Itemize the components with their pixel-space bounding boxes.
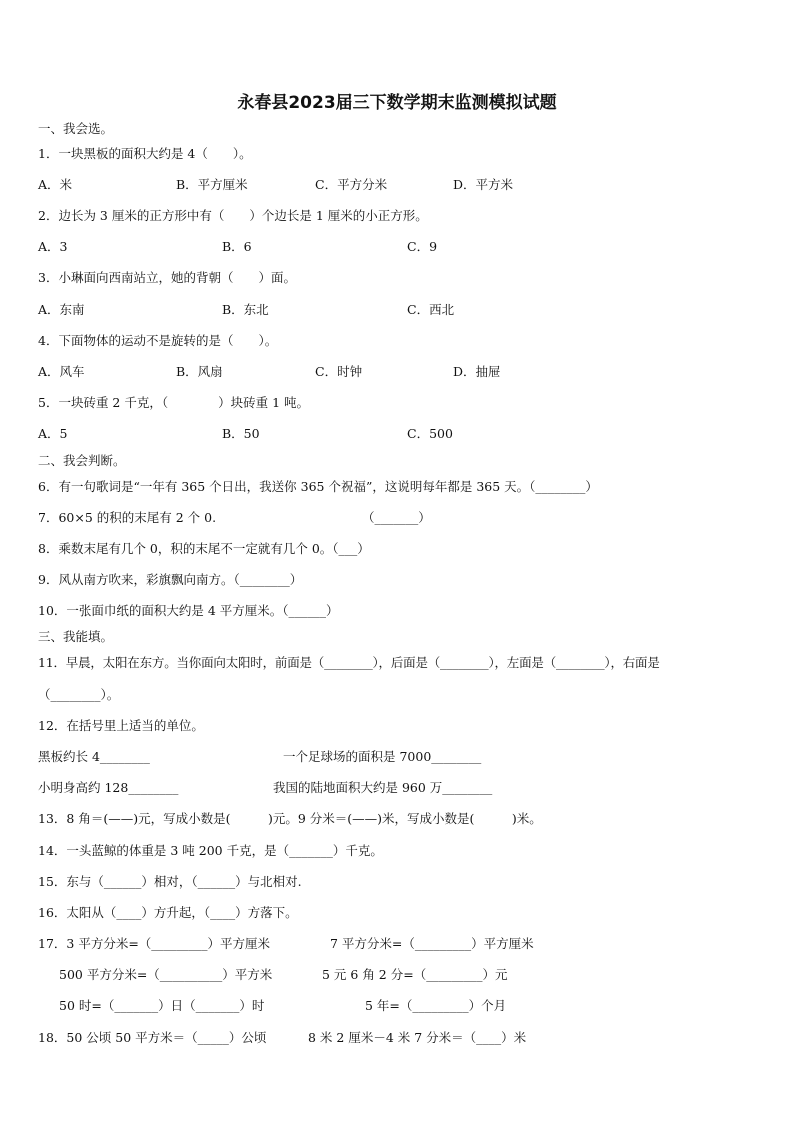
option-1b: B．平方厘米 xyxy=(176,177,248,192)
question-6: 6．有一句歌词是“一年有 365 个日出，我送你 365 个祝福”，这说明每年都是 365 天。（________） xyxy=(38,479,598,494)
option-4a: A．风车 xyxy=(38,364,85,379)
question-12-d: 我国的陆地面积大约是 960 万________ xyxy=(273,780,493,795)
question-11: 11．早晨，太阳在东方。当你面向太阳时，前面是（________），后面是（________），左面是（________），右面是 xyxy=(38,655,660,670)
option-5a: A．5 xyxy=(38,426,68,441)
question-18-a: 18．50 公顷 50 平方米＝（_____）公顷 xyxy=(38,1030,267,1045)
option-5c: C．500 xyxy=(407,426,453,441)
question-9: 9．风从南方吹来，彩旗飘向南方。（________） xyxy=(38,572,303,587)
question-17-e: 50 时=（_______）日（_______）时 xyxy=(59,998,265,1013)
option-1c: C．平方分米 xyxy=(315,177,388,192)
question-17-d: 5 元 6 角 2 分=（_________）元 xyxy=(322,967,508,982)
question-17-f: 5 年=（_________）个月 xyxy=(365,998,507,1013)
question-18-b: 8 米 2 厘米－4 米 7 分米＝（____）米 xyxy=(308,1030,527,1045)
question-17-a: 17．3 平方分米=（_________）平方厘米 xyxy=(38,936,271,951)
section-heading-judge: 二、我会判断。 xyxy=(38,453,126,468)
option-3c: C．西北 xyxy=(407,302,455,317)
option-5b: B．50 xyxy=(222,426,260,441)
question-15: 15．东与（______）相对，（______）与北相对. xyxy=(38,874,302,889)
section-heading-fill: 三、我能填。 xyxy=(38,629,114,644)
question-4: 4．下面物体的运动不是旋转的是（ ）。 xyxy=(38,333,278,348)
question-17-b: 7 平方分米=（_________）平方厘米 xyxy=(330,936,534,951)
option-3b: B．东北 xyxy=(222,302,269,317)
option-1d: D．平方米 xyxy=(453,177,514,192)
question-12: 12．在括号里上适当的单位。 xyxy=(38,718,204,733)
option-4d: D．抽屉 xyxy=(453,364,501,379)
question-3: 3．小琳面向西南站立，她的背朝（ ）面。 xyxy=(38,270,296,285)
question-2: 2．边长为 3 厘米的正方形中有（ ）个边长是 1 厘米的小正方形。 xyxy=(38,208,428,223)
question-14: 14．一头蓝鲸的体重是 3 吨 200 千克，是（_______）千克。 xyxy=(38,843,383,858)
option-1a: A．米 xyxy=(38,177,73,192)
question-16: 16．太阳从（____）方升起，（____）方落下。 xyxy=(38,905,298,920)
question-13: 13．8 角＝(——)元，写成小数是( )元。9 分米＝(——)米，写成小数是( )米。 xyxy=(38,811,542,826)
question-12-a: 黑板约长 4________ xyxy=(38,749,150,764)
option-4b: B．风扇 xyxy=(176,364,223,379)
page-title: 永春县2023届三下数学期末监测模拟试题 xyxy=(237,93,557,113)
question-10: 10．一张面巾纸的面积大约是 4 平方厘米。（______） xyxy=(38,603,339,618)
option-3a: A．东南 xyxy=(38,302,85,317)
option-4c: C．时钟 xyxy=(315,364,363,379)
question-8: 8．乘数末尾有几个 0，积的末尾不一定就有几个 0。（___） xyxy=(38,541,370,556)
option-2a: A．3 xyxy=(38,239,68,254)
section-heading-choice: 一、我会选。 xyxy=(38,121,114,136)
question-12-b: 一个足球场的面积是 7000________ xyxy=(283,749,482,764)
question-1: 1．一块黑板的面积大约是 4（ ）。 xyxy=(38,146,252,161)
option-2b: B．6 xyxy=(222,239,252,254)
question-7-blank: （_______） xyxy=(362,510,431,525)
question-11-cont: （________）。 xyxy=(38,687,120,702)
option-2c: C．9 xyxy=(407,239,438,254)
question-17-c: 500 平方分米=（__________）平方米 xyxy=(59,967,273,982)
question-5: 5．一块砖重 2 千克，（ ）块砖重 1 吨。 xyxy=(38,395,310,410)
question-12-c: 小明身高约 128________ xyxy=(38,780,179,795)
question-7: 7．60×5 的积的末尾有 2 个 0. xyxy=(38,510,217,525)
